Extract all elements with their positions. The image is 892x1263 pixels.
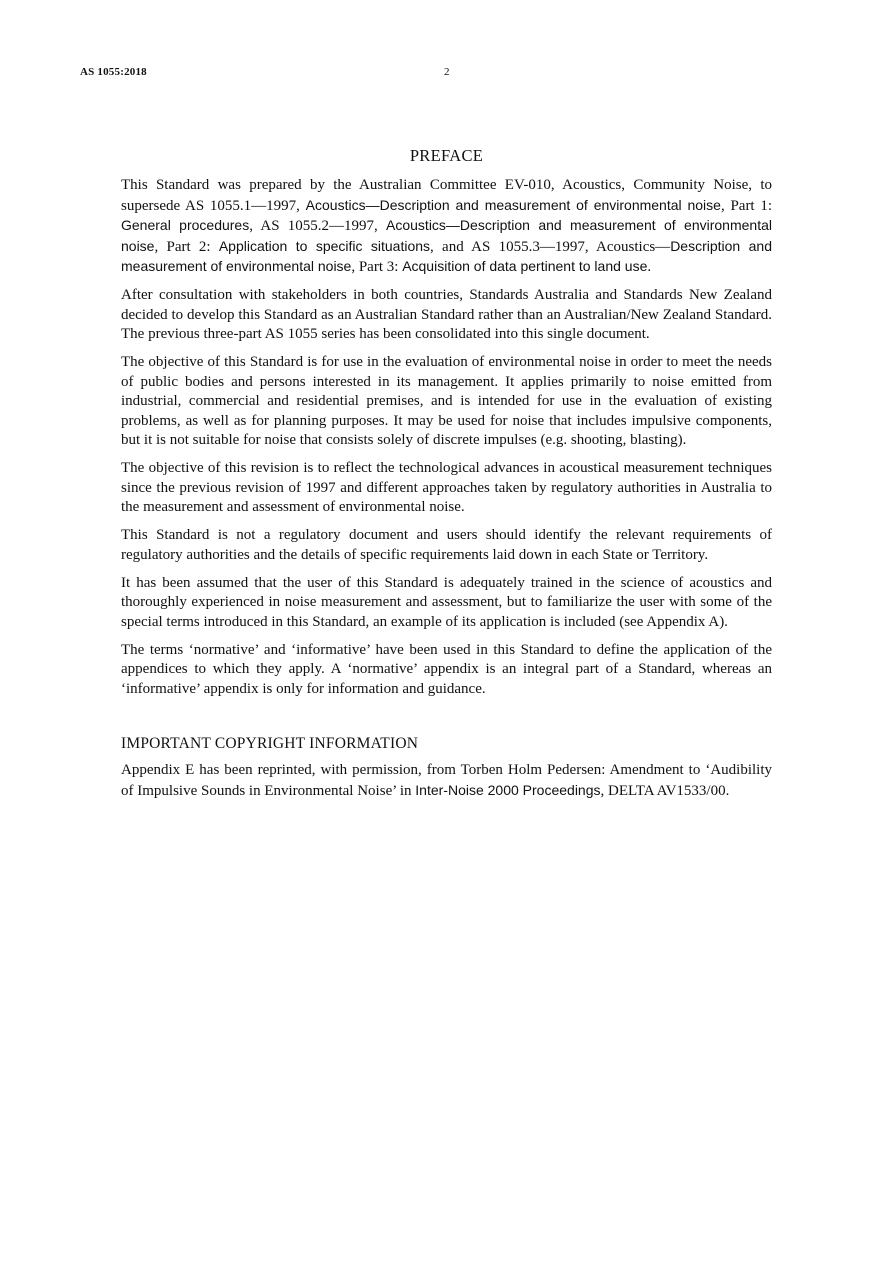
p1-title-2: General procedures <box>121 217 250 233</box>
copyright-paragraph <box>121 761 772 801</box>
preface-paragraph-5: This Standard is not a regulatory document and users should identify the relevant requirements of regulatory authorities and the details of specific requirements laid down in each State or Territory. <box>121 527 772 563</box>
p1-title-6: Acquisition of data pertinent to land use <box>402 258 648 274</box>
p1-title-4: Application to specific situations <box>218 237 431 254</box>
copyright-text-a: Appendix E has been reprinted, with permission, from Torben Holm Pedersen: Amendment to ‘Audibility of Impulsive Sounds in Environmental Noise’ in <box>121 762 772 799</box>
copyright-text-c: , DELTA AV1533/00. <box>600 782 730 799</box>
p1-text-i: , and AS 1055.3—1997, Acoustics— <box>430 238 671 255</box>
p1-text-m: . <box>647 259 652 275</box>
p1-text-a: This Standard was prepared by the Australian Committee EV-010, Acoustics, Community Noise, to supersede AS 1055.1—1997, <box>121 177 772 214</box>
preface-paragraph-1 <box>121 176 772 278</box>
preface-paragraph-7: The terms ‘normative’ and ‘informative’ have been used in this Standard to define the application of the appendices to which they apply. A ‘normative’ appendix is an integral part of a Standard, whereas an ‘informative’ appendix is only for information and guidance. <box>121 641 772 697</box>
p1-text-g: , Part 2: <box>154 238 219 255</box>
preface-paragraph-2: After consultation with stakeholders in both countries, Standards Australia and Standards New Zealand decided to develop this Standard as an Australian Standard rather than an Australian/New Zealand Standard. The previous three-part AS 1055 series has been consolidated into this single document. <box>121 287 772 342</box>
copyright-proceedings-title: Inter-Noise 2000 Proceedings <box>415 781 601 798</box>
running-header <box>80 66 812 86</box>
document-id: AS 1055:2018 <box>80 66 147 78</box>
p1-title-3: Acoustics—Description and measurement of environmental noise <box>121 217 772 254</box>
preface-title: PREFACE <box>409 146 484 165</box>
p1-text-c: , Part 1: <box>720 197 772 214</box>
preface-paragraph-4: The objective of this revision is to reflect the technological advances in acoustical measurement techniques since the previous revision of 1997 and different approaches taken by regulatory authorities in Australia to the measurement and assessment of environmental noise. <box>121 460 772 515</box>
preface-paragraph-3: The objective of this Standard is for use in the evaluation of environmental noise in order to meet the needs of public bodies and persons interested in its management. It applies primarily to noise emitted from industrial, commercial and residential premises, and is intended for use in the evaluation of existing problems, as well as for planning purposes. It may be used for noise that includes impulsive components, but it is not suitable for noise that consists solely of discrete impulses (e.g. shooting, blasting). <box>121 354 772 448</box>
p1-title-1: Acoustics—Description and measurement of environmental noise <box>305 196 721 213</box>
p1-title-5: Description and measurement of environmental noise <box>121 237 772 274</box>
p1-text-k: , Part 3: <box>351 259 403 275</box>
page-number: 2 <box>444 66 450 78</box>
preface-paragraph-6: It has been assumed that the user of this Standard is adequately trained in the science of acoustics and thoroughly experienced in noise measurement and assessment, but to familiarize the user with some of the special terms introduced in this Standard, an example of its application is included (see Appendix A). <box>121 574 772 630</box>
page-body <box>121 146 772 810</box>
p1-text-e: , AS 1055.2—1997, <box>249 218 387 234</box>
copyright-heading: IMPORTANT COPYRIGHT INFORMATION <box>121 735 419 752</box>
